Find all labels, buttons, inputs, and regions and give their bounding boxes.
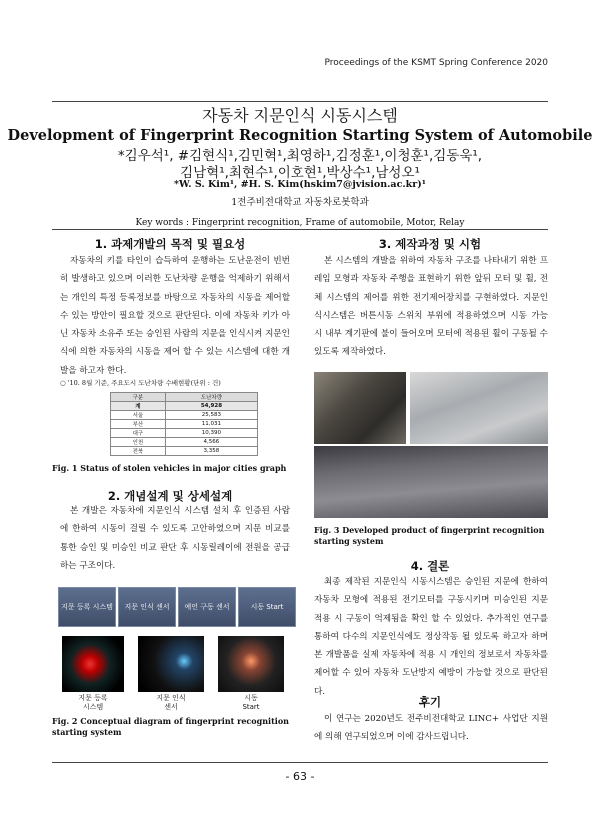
authors-line2: 김남혁¹,최현수¹,이호현¹,박상수¹,남성오¹ (180, 165, 420, 181)
section1-title: 1. 과제개발의 목적 및 필요성 (94, 237, 246, 251)
top-rule (52, 101, 548, 102)
section2-title: 2. 개념설계 및 상세설계 (107, 489, 233, 503)
table-cell: 11,031 (165, 420, 257, 429)
table-cell: 3,358 (165, 447, 257, 456)
section3-title: 3. 제작과정 및 시험 (378, 237, 482, 251)
acknowledgement-body: 이 연구는 2020년도 전주비전대학교 LINC+ 사업단 지원에 의해 연구되었으며 이에 감사드립니다. (314, 714, 548, 743)
table-row (111, 420, 258, 429)
table-row (111, 429, 258, 438)
table-cell: 54,928 (165, 402, 257, 411)
affiliation: 1전주비전대학교 자동차로봇학과 (231, 197, 369, 208)
fig1-caption: Fig. 1 Status of stolen vehicles in major cities graph (52, 463, 287, 473)
table-header-row (111, 393, 258, 402)
table-header-cell: 구분 (111, 393, 166, 402)
bottom-rule (52, 762, 548, 763)
section4-body: 최종 제작된 지문인식 시동시스템은 승인된 지문에 한하여 자동차 모형에 적용된 전기모터를 구동시키며 미승인된 지문 적용 시 구동이 억제됨을 확인 할 수 있었다. 추가적인 연구를 통하여 다수의 지문인식에도 정상작동 될 있도록 하고자 하며 본 개발품을 실제 자동차에 적용 시 개인의 정보로서 자동차를 제어할 수 있어 자동차 도난방지 예방이 가능할 것으로 판단된다. (314, 577, 548, 697)
title-korean: 자동차 지문인식 시동시스템 (202, 106, 398, 125)
table-cell: 대구 (111, 429, 166, 438)
flow-box-drive: 예언 구동 센서 (178, 587, 236, 627)
fig2-caption: Fig. 2 Conceptual diagram of fingerprint recognition starting system (52, 716, 289, 737)
fig1-note: ○ '10. 8월 기준, 주요도시 도난차량 수배현황(단위 : 건) (60, 379, 221, 387)
table-cell: 인천 (111, 438, 166, 447)
section2-body: 본 개발은 자동차에 지문인식 시스템 설치 후 인증된 사람에 한하여 시동이 걸릴 수 있도록 고안하였으며 지문 비교를 통한 승인 및 미승인 비교 판단 후 시동릴레이에 전원을 공급하는 구조이다. (60, 506, 290, 571)
frame-model-photo (410, 372, 548, 444)
table-cell: 서울 (111, 411, 166, 420)
table-header-cell: 도난차량 (165, 393, 257, 402)
section1-body: 자동차의 키를 타인이 습득하여 운행하는 도난운전이 빈번히 발생하고 있으며 이러한 도난차량 운행을 억제하기 위해서는 개인의 특정 등록정보를 바탕으로 자동차의 시동을 제어할 수 있는 방안이 필요할 것으로 판단된다. 이에 자동차 키가 아닌 자동차 소유주 또는 승인된 사람의 지문을 인식시켜 지문인식에 의한 자동차의 시동을 제어 할 수 있는 시스템에 대한 개발을 하고자 한다. (60, 256, 290, 376)
workers-photo (314, 372, 406, 444)
sensor-photo (138, 636, 204, 692)
photo-label-start: 시동 Start (242, 694, 260, 711)
table-row (111, 411, 258, 420)
keywords: Key words : Fingerprint recognition, Frame of automobile, Motor, Relay (135, 218, 465, 228)
photo-label-sensor: 지문 인식 센서 (156, 694, 186, 711)
table-cell: 4,566 (165, 438, 257, 447)
photo-label-registration: 지문 등록 시스템 (78, 694, 108, 711)
table-row (111, 402, 258, 411)
flow-box-registration: 지문 등록 시스템 (58, 587, 116, 627)
table-cell: 10,390 (165, 429, 257, 438)
page-number: - 63 - (285, 770, 315, 783)
section4-title: 4. 결론 (410, 559, 450, 573)
conference-header: Proceedings of the KSMT Spring Conference 2020 (324, 58, 548, 68)
table-cell: 부산 (111, 420, 166, 429)
section3-body: 본 시스템의 개발을 위하여 자동차 구조를 나타내기 위한 프레임 모형과 자동차 주행을 표현하기 위한 앞뒤 모터 및 휠, 전체 시스템의 제어를 위한 전기제어장치를 구현하였다. 지문인식시스템은 버튼시동 스위치 부위에 적용하였으며 시동 가능 시 내부 계기판에 불이 들어오며 모터에 적용된 휠이 구동될 수 있도록 제작하였다. (314, 256, 548, 358)
fig3-caption: Fig. 3 Developed product of fingerprint recognition starting system (314, 525, 545, 546)
table-row (111, 438, 258, 447)
fig1-table (110, 392, 258, 456)
authors-english: *W. S. Kim¹, #H. S. Kim(hskim7@jvision.ac.kr)¹ (174, 179, 426, 190)
authors-line1: *김우석¹, #김현식¹,김민혁¹,최영하¹,김정훈¹,이청훈¹,김동욱¹, (117, 148, 483, 164)
table-row (111, 447, 258, 456)
start-button-photo (218, 636, 284, 692)
table-cell: 계 (111, 402, 166, 411)
flow-box-sensor: 지문 인식 센서 (118, 587, 176, 627)
fingerprint-photo (62, 636, 124, 692)
fig3-photo-top (314, 372, 548, 444)
fig3-photo-bottom (314, 446, 548, 518)
title-english: Development of Fingerprint Recognition Starting System of Automobile (7, 127, 593, 144)
fig2-flow-diagram (56, 582, 292, 630)
keywords-rule (52, 229, 548, 230)
table-cell: 전북 (111, 447, 166, 456)
table-cell: 25,583 (165, 411, 257, 420)
flow-box-start: 시동 Start (238, 587, 296, 627)
acknowledgement-title: 후기 (418, 695, 442, 709)
